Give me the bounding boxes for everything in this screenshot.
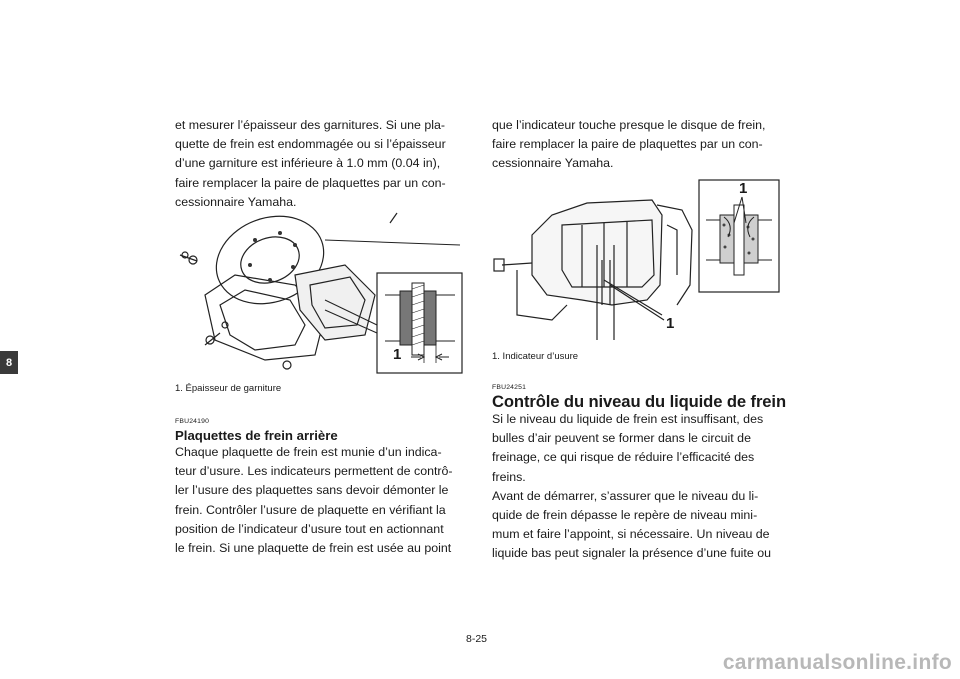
brake-pad-thickness-illustration [175, 205, 465, 375]
figure-callout-thickness: 1 [393, 346, 402, 363]
right-intro-paragraph: que l’indicateur touche presque le disque de frein, faire remplacer la paire de plaquettes par un con- cessionnaire Yamaha. [492, 118, 766, 171]
left-figure-caption: 1. Épaisseur de garniture [175, 383, 282, 394]
left-section-heading: Plaquettes de frein arrière [175, 428, 338, 443]
chapter-tab: 8 [0, 351, 18, 374]
left-section-paragraph: Chaque plaquette de frein est munie d’un indica- teur d’usure. Les indicateurs permettent de contrô- ler l’usure des plaquettes sans devoir démonter le frein. Contrôler l’usure de plaquette en vérifiant la position de l’indicateur d’usure tout en actionnant le frein. Si une plaquette de frein est usée au point [175, 445, 453, 556]
watermark-text: carmanualsonline.info [722, 651, 952, 674]
page-number: 8-25 [466, 633, 488, 645]
right-section-heading: Contrôle du niveau du liquide de frein [492, 392, 786, 411]
right-section-code: FBU24251 [492, 384, 527, 391]
left-intro-paragraph: et mesurer l’épaisseur des garnitures. Si une pla- quette de frein est endommagée ou si l’épaisseur d’une garniture est inférieure à 1.0 mm (0.04 in), faire remplacer la paire de plaquettes par un con- cessionnaire Yamaha. [175, 118, 446, 209]
figure-callout-inset: 1 [739, 180, 748, 197]
figure-callout-indicator: 1 [666, 315, 675, 332]
left-section-code: FBU24190 [175, 418, 210, 425]
right-section-paragraph: Si le niveau du liquide de frein est insuffisant, des bulles d’air peuvent se former dans le circuit de freinage, ce qui risque de réduire l’efficacité des freins. Avant de démarrer, s’assurer que le niveau du li- quide de frein dépasse le repère de niveau mini- mum et faire l’appoint, si nécessaire. Un niveau de liquide bas peut signaler la présence d’une fuite ou [492, 412, 771, 561]
wear-indicator-illustration [492, 175, 782, 340]
right-figure-caption: 1. Indicateur d’usure [492, 351, 579, 362]
